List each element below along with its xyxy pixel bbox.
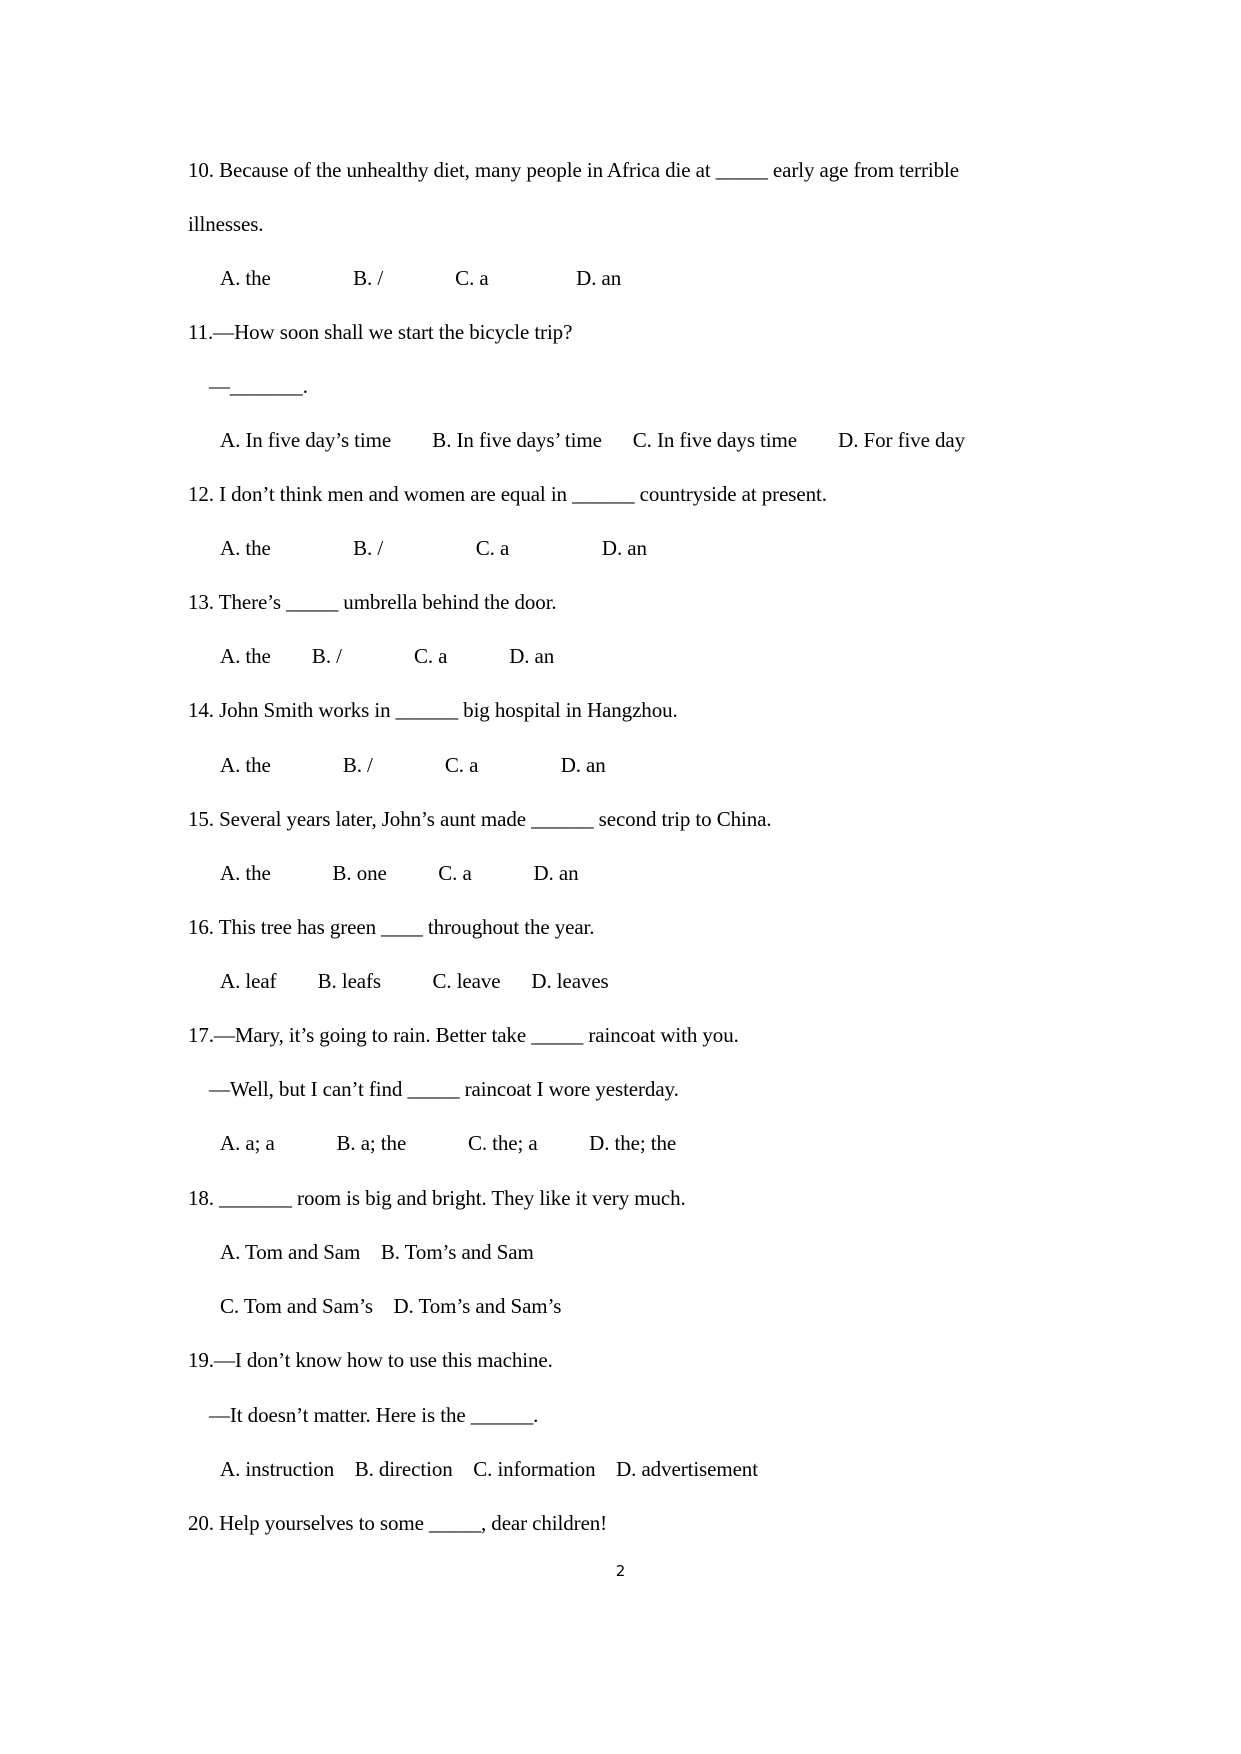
- question-11-stem: 11.—How soon shall we start the bicycle trip?: [188, 320, 573, 344]
- question-15-options: A. the B. one C. a D. an: [220, 861, 579, 885]
- question-20-stem: 20. Help yourselves to some _____, dear children!: [188, 1511, 608, 1535]
- question-19-options: A. instruction B. direction C. information D. advertisement: [220, 1457, 758, 1481]
- question-16-stem: 16. This tree has green ____ throughout the year.: [188, 915, 595, 939]
- question-19-stem: 19.—I don’t know how to use this machine.: [188, 1348, 553, 1372]
- question-11-reply: —_______.: [209, 374, 308, 398]
- question-14-options: A. the B. / C. a D. an: [220, 753, 606, 777]
- question-19-reply: —It doesn’t matter. Here is the ______.: [209, 1403, 539, 1427]
- page-number: 2: [615, 1562, 626, 1580]
- question-10-options: A. the B. / C. a D. an: [220, 266, 622, 290]
- question-10-stem-line-1: 10. Because of the unhealthy diet, many people in Africa die at _____ early age from terrible: [188, 158, 959, 182]
- question-17-reply: —Well, but I can’t find _____ raincoat I wore yesterday.: [209, 1077, 679, 1101]
- question-18-options-line-2: C. Tom and Sam’s D. Tom’s and Sam’s: [220, 1294, 562, 1318]
- question-17-options: A. a; a B. a; the C. the; a D. the; the: [220, 1131, 677, 1155]
- question-11-options: A. In five day’s time B. In five days’ time C. In five days time D. For five day: [220, 428, 965, 452]
- question-13-stem: 13. There’s _____ umbrella behind the door.: [188, 590, 557, 614]
- question-12-stem: 12. I don’t think men and women are equal in ______ countryside at present.: [188, 482, 827, 506]
- question-16-options: A. leaf B. leafs C. leave D. leaves: [220, 969, 609, 993]
- question-18-options-line-1: A. Tom and Sam B. Tom’s and Sam: [220, 1240, 534, 1264]
- question-17-stem: 17.—Mary, it’s going to rain. Better take _____ raincoat with you.: [188, 1023, 739, 1047]
- question-12-options: A. the B. / C. a D. an: [220, 536, 647, 560]
- question-15-stem: 15. Several years later, John’s aunt made ______ second trip to China.: [188, 807, 772, 831]
- question-18-stem: 18. _______ room is big and bright. They like it very much.: [188, 1186, 686, 1210]
- question-13-options: A. the B. / C. a D. an: [220, 644, 555, 668]
- question-10-stem-line-2: illnesses.: [188, 212, 264, 236]
- question-14-stem: 14. John Smith works in ______ big hospital in Hangzhou.: [188, 698, 678, 722]
